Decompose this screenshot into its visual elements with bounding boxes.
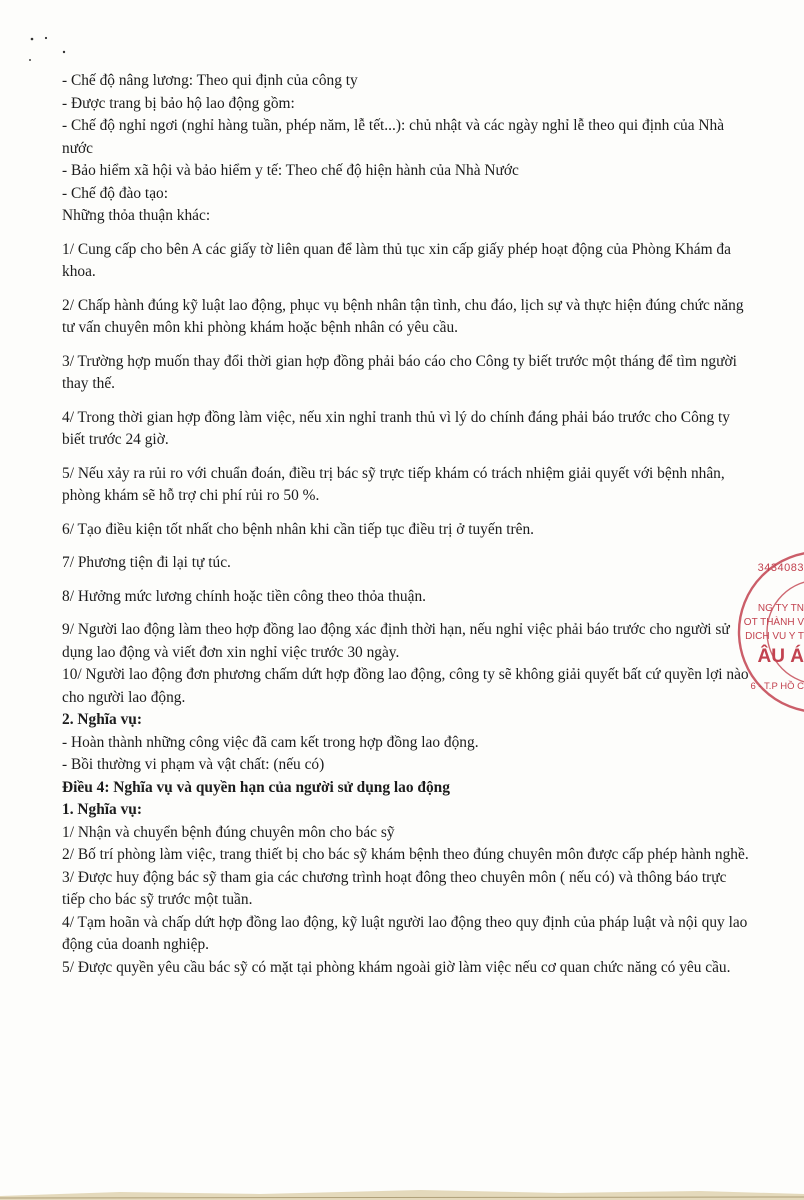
employer-duties-heading: 1. Nghĩa vụ: <box>62 801 142 818</box>
duties-heading: 2. Nghĩa vụ: <box>62 711 142 728</box>
seal-code: 3434083 <box>757 562 804 574</box>
duty-item-1: - Hoàn thành những công việc đã cam kết trong hợp đồng lao động. <box>62 733 479 751</box>
employer-duty-4: 4/ Tạm hoãn và chấp dứt hợp đồng lao động, kỹ luật người lao động theo quy định của pháp luật và nội quy lao động của doanh nghiệp. <box>62 913 748 953</box>
agreement-item-10: 10/ Người lao động đơn phương chấm dứt hợp đồng lao động, công ty sẽ không giải quyết bất cứ quyền lợi nào cho người lao động. <box>62 666 749 706</box>
scan-bottom-edge <box>0 1186 804 1200</box>
article-4-heading: Điều 4: Nghĩa vụ và quyền hạn của người sử dụng lao động <box>62 778 450 796</box>
agreement-item-4: 4/ Trong thời gian hợp đồng làm việc, nếu xin nghỉ tranh thủ vì lý do chính đáng phải báo trước cho Công ty biết trước 24 giờ. <box>62 408 730 448</box>
document-body <box>62 70 752 979</box>
agreement-item-1: 1/ Cung cấp cho bên A các giấy tờ liên quan để làm thủ tục xin cấp giấy phép hoạt động của Phòng Khám đa khoa. <box>62 240 731 280</box>
agreement-item-5: 5/ Nếu xảy ra rủi ro với chuẩn đoán, điều trị bác sỹ trực tiếp khám có trách nhiệm giải quyết với bệnh nhân, phòng khám sẽ hỗ trợ chi phí rủi ro 50 %. <box>62 464 725 504</box>
seal-line-3: DICH VU Y T <box>745 631 804 642</box>
employer-duty-5: 5/ Được quyền yêu cầu bác sỹ có mặt tại phòng khám ngoài giờ làm việc nếu cơ quan chức năng có yêu cầu. <box>62 958 731 976</box>
scan-marks <box>28 30 78 70</box>
seal-line-4: ÂU Á <box>757 646 804 667</box>
agreement-item-8: 8/ Hưởng mức lương chính hoặc tiền công theo thỏa thuận. <box>62 587 427 605</box>
salary-raise-line: - Chế độ nâng lương: Theo qui định của công ty <box>62 72 358 89</box>
insurance-line: - Bảo hiểm xã hội và bảo hiểm y tế: Theo chế độ hiện hành của Nhà Nước <box>62 162 519 179</box>
other-agreements-line: Những thỏa thuận khác: <box>62 207 211 224</box>
agreement-item-6: 6/ Tạo điều kiện tốt nhất cho bệnh nhân khi cần tiếp tục điều trị ở tuyến trên. <box>62 520 535 538</box>
protective-gear-line: - Được trang bị bảo hộ lao động gồm: <box>62 94 295 112</box>
training-line: - Chế độ đào tạo: <box>62 184 168 202</box>
agreement-item-9: 9/ Người lao động làm theo hợp đồng lao động xác định thời hạn, nếu nghỉ việc phải báo trước cho người sử dụng lao động và viết đơn xin nghỉ việc trước 30 ngày. <box>62 621 730 661</box>
seal-line-1: NG TY TN <box>757 603 804 614</box>
seal-line-5: 6 - T.P HỒ C <box>750 681 804 692</box>
company-seal <box>735 548 804 716</box>
employer-duty-2: 2/ Bố trí phòng làm việc, trang thiết bị cho bác sỹ khám bệnh theo đúng chuyên môn được cấp phép hành nghề. <box>62 846 749 863</box>
employer-duty-1: 1/ Nhận và chuyển bệnh đúng chuyên môn cho bác sỹ <box>62 823 395 841</box>
rest-regime-line: - Chế độ nghỉ ngơi (nghỉ hàng tuần, phép năm, lễ tết...): chủ nhật và các ngày nghỉ lễ theo qui định của Nhà nước <box>62 117 725 157</box>
seal-line-2: OT THÀNH V <box>743 617 804 628</box>
agreement-item-7: 7/ Phương tiện đi lại tự túc. <box>62 554 231 571</box>
agreement-item-2: 2/ Chấp hành đúng kỹ luật lao động, phục vụ bệnh nhân tận tình, chu đáo, lịch sự và thực hiện đúng chức năng tư vấn chuyên môn khi phòng khám hoặc bệnh nhân có yêu cầu. <box>62 296 744 336</box>
duty-item-2: - Bồi thường vi phạm và vật chất: (nếu có) <box>62 756 325 773</box>
agreement-item-3: 3/ Trường hợp muốn thay đổi thời gian hợp đồng phải báo cáo cho Công ty biết trước một tháng để tìm người thay thế. <box>62 352 737 392</box>
employer-duty-3: 3/ Được huy động bác sỹ tham gia các chương trình hoạt đông theo chuyên môn ( nếu có) và thông báo trực tiếp cho bác sỹ trước một tuần. <box>62 868 727 908</box>
